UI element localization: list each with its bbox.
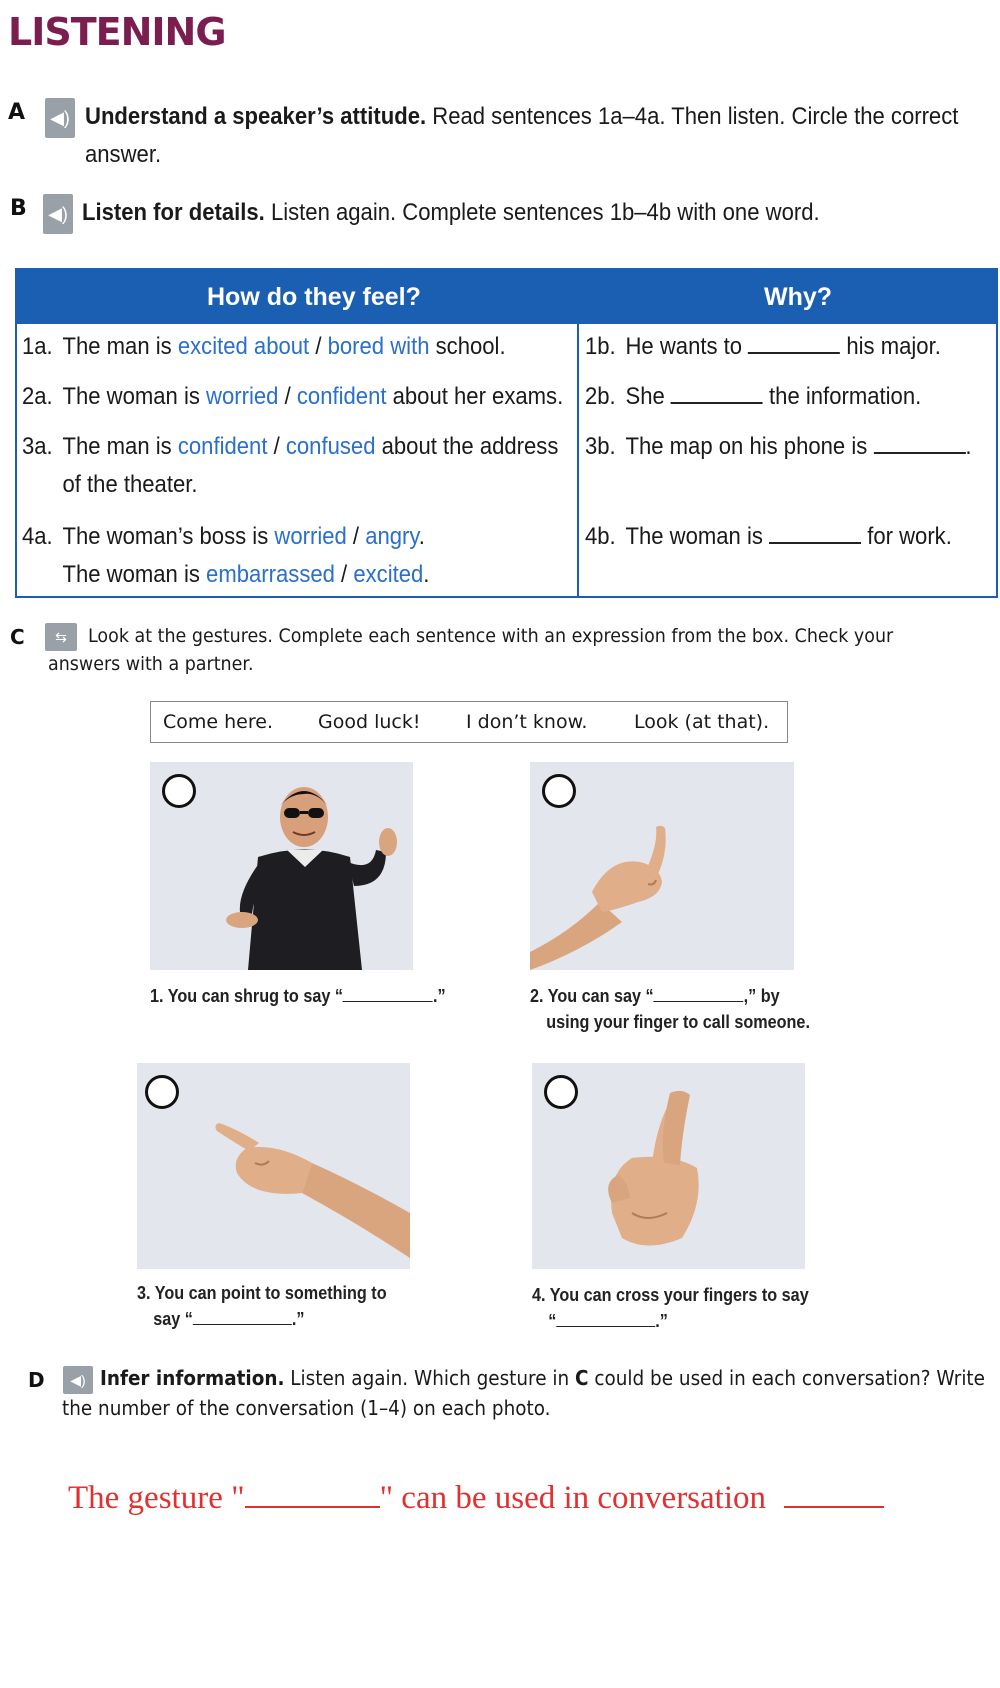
expression-i-dont-know: I don’t know. xyxy=(466,711,588,733)
caption-text: 1. You can shrug to say “ xyxy=(150,986,343,1006)
option-1[interactable]: embarrassed xyxy=(206,561,335,588)
option-1[interactable]: excited about xyxy=(177,333,310,360)
row-number: 2b. xyxy=(585,383,616,410)
answer-blank[interactable] xyxy=(748,330,840,354)
option-2[interactable]: confused xyxy=(285,433,376,460)
caption-4 xyxy=(532,1282,809,1334)
row-text: about the address xyxy=(375,433,559,460)
caption-text: .” xyxy=(655,1311,668,1331)
row-text: The man is xyxy=(62,333,178,360)
section-a-text: Read sentences 1a–4a. Then listen. Circle the correct xyxy=(426,103,959,130)
photo-number-circle[interactable] xyxy=(542,774,576,808)
row-1a xyxy=(22,328,506,366)
row-number: 1a. xyxy=(22,333,53,360)
row-number: 3b. xyxy=(585,433,616,460)
photo-shrug xyxy=(150,762,413,970)
row-text: He wants to xyxy=(625,333,749,360)
separator: / xyxy=(267,433,286,460)
expression-come-here: Come here. xyxy=(163,711,273,733)
caption-text: .” xyxy=(432,986,446,1006)
caption-text-line2: using your finger to call someone. xyxy=(546,1012,810,1032)
caption-2 xyxy=(530,983,810,1035)
answer-blank[interactable] xyxy=(769,520,861,544)
section-c-line2: answers with a partner. xyxy=(48,653,254,675)
photo-number-circle[interactable] xyxy=(544,1075,578,1109)
caption-text: 3. You can point to something to xyxy=(137,1283,387,1303)
row-text: The woman is xyxy=(625,523,770,550)
answer-text: The gesture " xyxy=(68,1480,245,1516)
row-text: The woman is xyxy=(62,383,207,410)
row-2a xyxy=(22,378,563,416)
section-b-instruction xyxy=(82,194,956,232)
photo-point xyxy=(137,1063,410,1269)
row-number: 2a. xyxy=(22,383,53,410)
pair-work-icon: ⇆ xyxy=(45,623,77,651)
section-d-ref: C xyxy=(575,1366,589,1390)
speaker-icon[interactable]: ◀) xyxy=(45,98,75,138)
caption-3 xyxy=(137,1280,387,1332)
section-d-text: could be used in each conversation? Write xyxy=(588,1366,985,1390)
caption-blank[interactable] xyxy=(343,985,433,1002)
table-header xyxy=(17,270,996,324)
section-d-line1 xyxy=(100,1364,985,1392)
photo-number-circle[interactable] xyxy=(145,1075,179,1109)
caption-blank[interactable] xyxy=(654,985,744,1002)
photo-come-here xyxy=(530,762,794,970)
row-3b xyxy=(585,428,972,466)
row-text: . xyxy=(418,523,425,550)
option-1[interactable]: worried xyxy=(274,523,347,550)
section-a-letter: A xyxy=(8,100,26,125)
row-4a xyxy=(22,518,429,594)
caption-blank[interactable] xyxy=(193,1308,292,1325)
option-2[interactable]: angry xyxy=(365,523,419,550)
section-d-line2: the number of the conversation (1–4) on each photo. xyxy=(62,1396,551,1420)
answer-line xyxy=(68,1480,884,1517)
caption-blank[interactable] xyxy=(556,1310,655,1327)
row-3a xyxy=(22,428,558,504)
row-1b xyxy=(585,328,941,366)
separator: / xyxy=(278,383,297,410)
row-number: 1b. xyxy=(585,333,616,360)
section-d-letter: D xyxy=(28,1368,45,1392)
caption-text: say “ xyxy=(153,1309,193,1329)
section-b-text: Listen again. Complete sentences 1b–4b with one word. xyxy=(264,199,820,226)
section-c-line1: Look at the gestures. Complete each sentence with an expression from the box. Check your xyxy=(88,625,894,647)
caption-text: .” xyxy=(291,1309,305,1329)
section-d-bold: Infer information. xyxy=(100,1366,285,1390)
answer-text: " can be used in conversation xyxy=(379,1480,775,1516)
row-text: his major. xyxy=(840,333,941,360)
option-2[interactable]: confident xyxy=(296,383,387,410)
row-text: . xyxy=(423,561,430,588)
row-text: . xyxy=(965,433,972,460)
separator: / xyxy=(334,561,354,588)
row-number: 4b. xyxy=(585,523,616,550)
answer-blank[interactable] xyxy=(873,430,965,454)
row-number: 3a. xyxy=(22,433,53,460)
caption-text: “ xyxy=(548,1311,557,1331)
option-2[interactable]: excited xyxy=(353,561,424,588)
caption-text: 4. You can cross your fingers to say xyxy=(532,1285,809,1305)
row-text: The man is xyxy=(62,433,178,460)
speaker-icon[interactable]: ◀) xyxy=(63,1366,93,1394)
option-2[interactable]: bored with xyxy=(327,333,430,360)
section-b-letter: B xyxy=(10,196,27,221)
expression-good-luck: Good luck! xyxy=(318,711,421,733)
section-c-letter: C xyxy=(10,625,25,649)
row-text: The woman’s boss is xyxy=(62,523,275,550)
section-a-bold: Understand a speaker’s attitude. xyxy=(85,103,427,130)
section-a-text-line2: answer. xyxy=(85,141,162,168)
page-title: LISTENING xyxy=(8,10,226,54)
header-right: Why? xyxy=(764,283,833,311)
caption-text: ,” by xyxy=(743,986,780,1006)
row-text: the information. xyxy=(762,383,922,410)
caption-text: 2. You can say “ xyxy=(530,986,654,1006)
feelings-table xyxy=(15,268,998,598)
photo-crossed-fingers xyxy=(532,1063,805,1269)
answer-blank[interactable] xyxy=(671,380,763,404)
expression-box xyxy=(150,701,788,743)
row-text: She xyxy=(625,383,671,410)
separator: / xyxy=(309,333,328,360)
photo-number-circle[interactable] xyxy=(162,774,196,808)
section-d-text: Listen again. Which gesture in xyxy=(284,1366,576,1390)
row-text: school. xyxy=(429,333,506,360)
caption-1 xyxy=(150,983,446,1009)
row-text: about her exams. xyxy=(386,383,564,410)
section-b-bold: Listen for details. xyxy=(82,199,265,226)
conversation-answer-blank[interactable] xyxy=(784,1480,884,1508)
expression-look: Look (at that). xyxy=(634,711,770,733)
separator: / xyxy=(346,523,366,550)
gesture-answer-blank[interactable] xyxy=(245,1480,380,1508)
table-divider xyxy=(577,324,579,598)
option-1[interactable]: worried xyxy=(206,383,279,410)
header-left: How do they feel? xyxy=(207,283,421,311)
row-text: The woman is xyxy=(62,561,207,588)
speaker-icon[interactable]: ◀) xyxy=(43,194,73,234)
row-text: The map on his phone is xyxy=(625,433,874,460)
row-4b xyxy=(585,518,952,556)
row-2b xyxy=(585,378,921,416)
row-number: 4a. xyxy=(22,523,53,550)
section-a-instruction xyxy=(85,98,959,174)
option-1[interactable]: confident xyxy=(177,433,268,460)
row-text: for work. xyxy=(861,523,952,550)
row-text-line2: of the theater. xyxy=(62,471,198,498)
